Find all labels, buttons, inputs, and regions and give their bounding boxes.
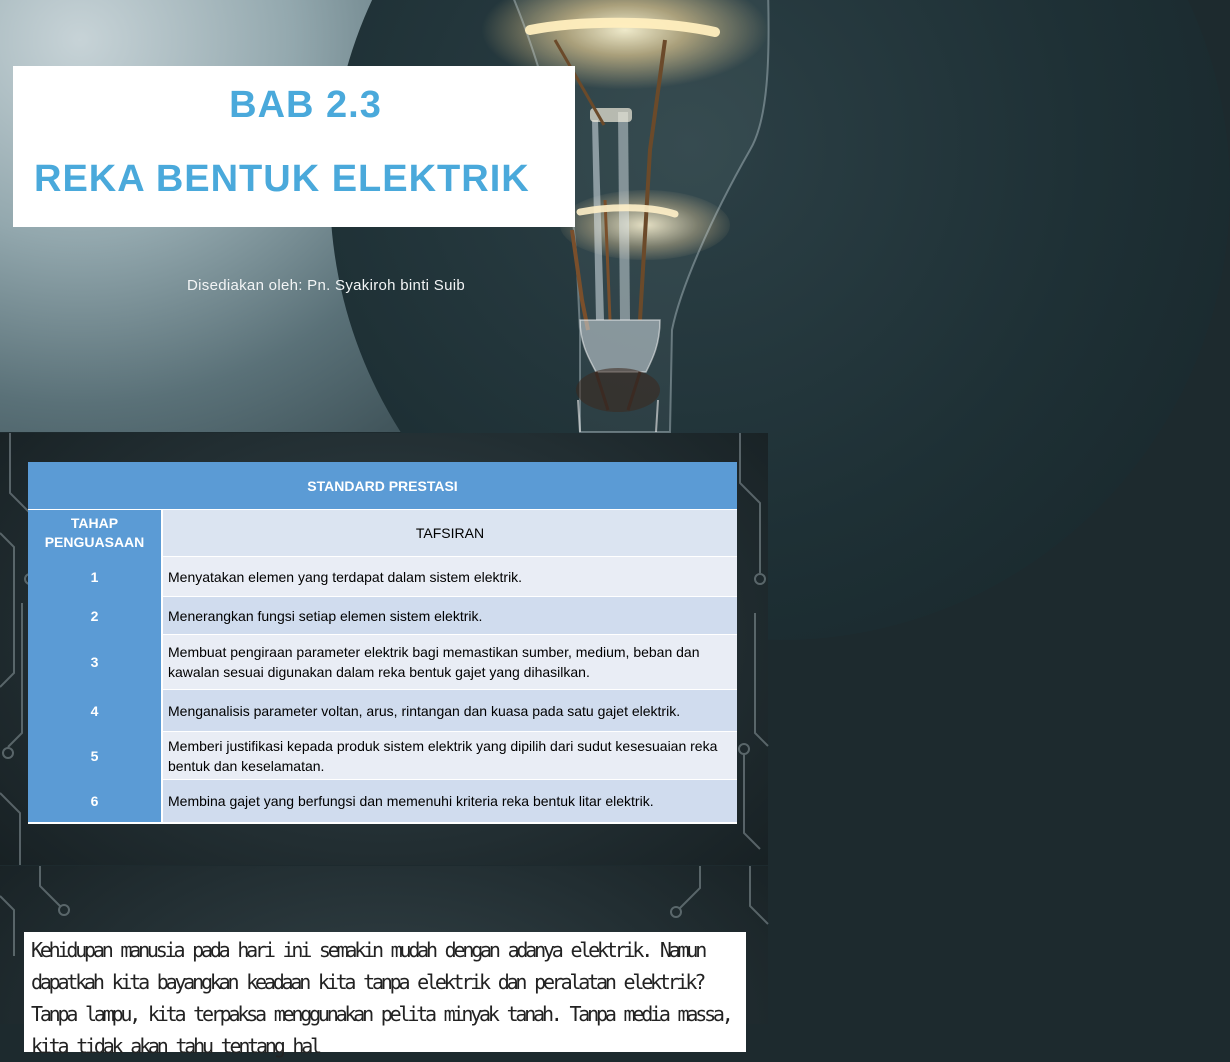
table-row	[28, 597, 737, 635]
level-cell: 3	[28, 635, 162, 690]
description-cell: Menganalisis parameter voltan, arus, rintangan dan kuasa pada satu gajet elektrik.	[162, 690, 737, 732]
level-cell: 2	[28, 597, 162, 635]
chapter-title: REKA BENTUK ELEKTRIK	[34, 158, 530, 200]
level-cell: 1	[28, 557, 162, 597]
level-cell: 6	[28, 780, 162, 822]
description-cell: Memberi justifikasi kepada produk sistem elektrik yang dipilih dari sudut kesesuaian reka bentuk dan keselamatan.	[162, 732, 737, 780]
column-header-tahap-line1: TAHAP	[70, 515, 119, 532]
standard-slide	[0, 433, 768, 865]
chapter-number: BAB 2.3	[229, 84, 382, 126]
table-main-header: STANDARD PRESTASI	[28, 462, 737, 510]
intro-slide	[0, 866, 768, 1058]
table-row	[28, 780, 737, 822]
intro-paragraph: Kehidupan manusia pada hari ini semakin mudah dengan adanya elektrik. Namun dapatkah kita bayangkan keadaan kita tanpa elektrik dan peralatan elektrik? Tanpa lampu, kita terpaksa menggunakan pelita minyak tanah. Tanpa media massa, kita tidak akan tahu tentang hal	[31, 938, 731, 1058]
description-cell: Membina gajet yang berfungsi dan memenuhi kriteria reka bentuk litar elektrik.	[162, 780, 737, 822]
description-cell: Menyatakan elemen yang terdapat dalam sistem elektrik.	[162, 557, 737, 597]
table-row	[28, 557, 737, 597]
level-cell: 4	[28, 690, 162, 732]
table-row	[28, 690, 737, 732]
column-header-tahap-line2: PENGUASAAN	[44, 534, 145, 551]
level-cell: 5	[28, 732, 162, 780]
title-slide	[0, 0, 768, 432]
author-subtitle: Disediakan oleh: Pn. Syakiroh binti Suib	[187, 277, 465, 294]
intro-text-box	[24, 932, 746, 1058]
title-box	[13, 66, 575, 227]
description-cell: Membuat pengiraan parameter elektrik bagi memastikan sumber, medium, beban dan kawalan sesuai digunakan dalam reka bentuk gajet yang dihasilkan.	[162, 635, 737, 690]
standard-prestasi-table	[28, 462, 737, 824]
table-row	[28, 732, 737, 780]
description-cell: Menerangkan fungsi setiap elemen sistem elektrik.	[162, 597, 737, 635]
table-row	[28, 635, 737, 690]
column-header-tafsiran: TAFSIRAN	[162, 510, 737, 557]
column-header-tahap	[28, 510, 162, 557]
